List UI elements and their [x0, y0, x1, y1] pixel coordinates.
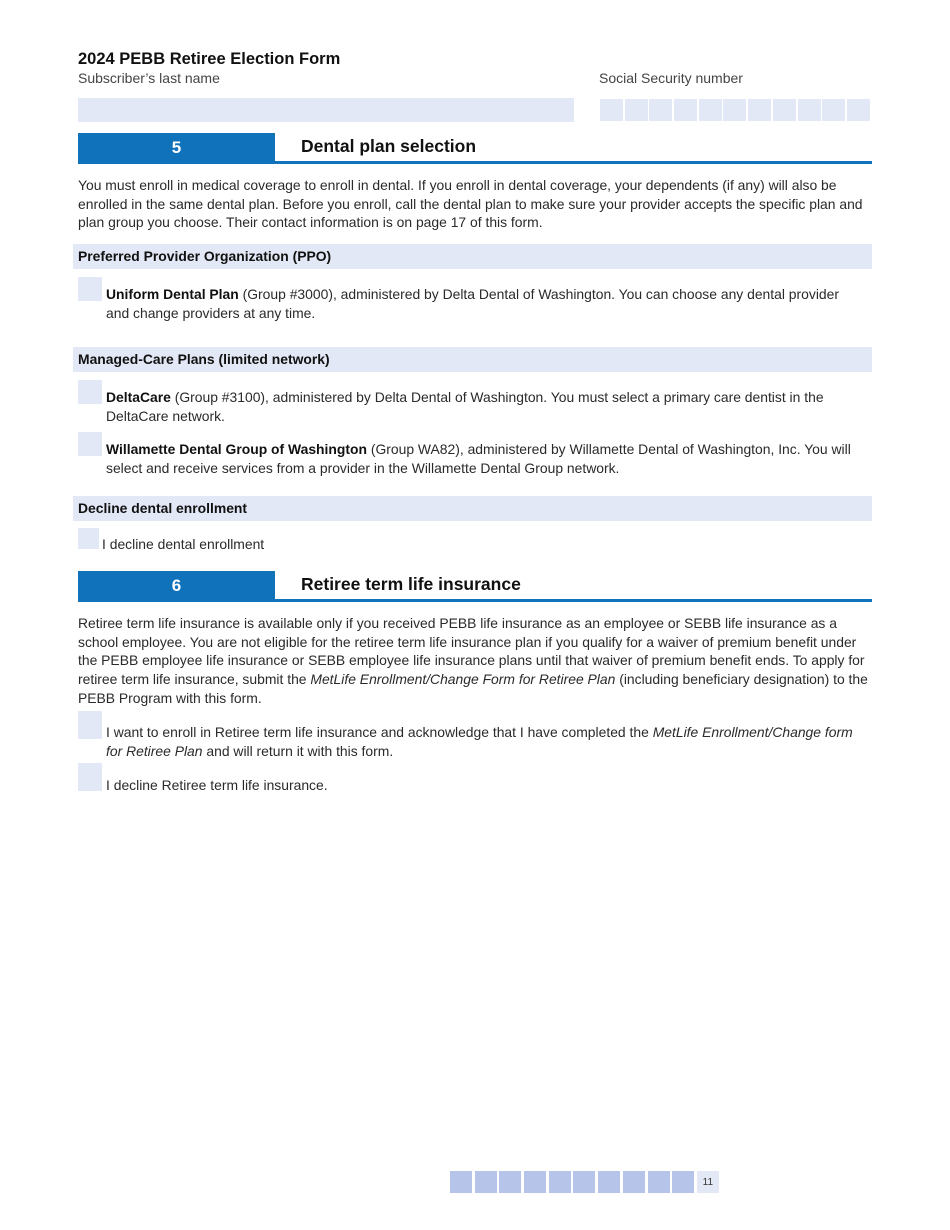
- footer-id-cell: [524, 1171, 546, 1193]
- ssn-digit-cell[interactable]: [649, 99, 672, 121]
- plan-description: (Group #3100), administered by Delta Dental of Washington. You must select a primary care dentist in the DeltaCare network.: [106, 389, 824, 424]
- footer-id-cell: [672, 1171, 694, 1193]
- ssn-digit-cell[interactable]: [600, 99, 623, 121]
- willamette-checkbox[interactable]: [78, 432, 102, 456]
- footer-id-cell: [598, 1171, 620, 1193]
- ssn-digit-cell[interactable]: [674, 99, 697, 121]
- ssn-digit-cell[interactable]: [748, 99, 771, 121]
- section-title: Retiree term life insurance: [301, 574, 521, 594]
- section-number: 6: [78, 571, 275, 600]
- plan-description: (Group WA82), administered by Willamette Dental of Washington, Inc. You will select and receive services from a provider in the Willamette Dental Group network.: [106, 441, 851, 476]
- intro-text: Retiree term life insurance is available only if you received PEBB life insurance as an employee or SEBB life insurance as a school employee. You are not eligible for the retiree term life insurance plan if you qualify for a waiver of premium benefit under the PEBB employee life insurance or SEBB employee life insurance plans until that waiver of premium benefit ends. To apply for retiree term life insurance, submit the: [78, 615, 865, 688]
- ppo-heading: Preferred Provider Organization (PPO): [73, 244, 872, 269]
- ssn-digit-cell[interactable]: [773, 99, 796, 121]
- willamette-option: [106, 440, 866, 477]
- intro-text: (including beneficiary designation) to the PEBB Program with this form.: [78, 671, 868, 706]
- section-divider: [78, 161, 872, 164]
- footer-id-cell: [648, 1171, 670, 1193]
- ssn-digit-cell[interactable]: [699, 99, 722, 121]
- enroll-life-option: [106, 723, 866, 760]
- form-name: MetLife Enrollment/Change form for Retiree Plan: [106, 724, 853, 759]
- section-number: 5: [78, 133, 275, 162]
- decline-dental-checkbox[interactable]: [78, 528, 99, 549]
- plan-name: Willamette Dental Group of Washington: [106, 441, 367, 457]
- section-5-header: [78, 133, 872, 164]
- life-insurance-intro-text: [78, 614, 868, 708]
- managed-care-heading: Managed-Care Plans (limited network): [73, 347, 872, 372]
- decline-life-checkbox[interactable]: [78, 763, 102, 791]
- page-number: 11: [697, 1171, 719, 1193]
- option-text: I want to enroll in Retiree term life insurance and acknowledge that I have completed the: [106, 724, 653, 740]
- footer-id-cell: [450, 1171, 472, 1193]
- plan-name: Uniform Dental Plan: [106, 286, 239, 302]
- section-6-header: [78, 571, 872, 602]
- ssn-digit-cell[interactable]: [723, 99, 746, 121]
- footer-id-cell: [475, 1171, 497, 1193]
- ssn-digit-cell[interactable]: [798, 99, 821, 121]
- option-text: and will return it with this form.: [202, 742, 394, 759]
- last-name-input[interactable]: [78, 98, 574, 122]
- section-title: Dental plan selection: [301, 136, 477, 156]
- decline-dental-label: I decline dental enrollment: [102, 536, 265, 552]
- last-name-label: Subscriber’s last name: [78, 70, 220, 86]
- plan-description: (Group #3000), administered by Delta Dental of Washington. You can choose any dental provider and change providers at any time.: [106, 286, 839, 321]
- decline-dental-heading: Decline dental enrollment: [73, 496, 872, 521]
- ssn-digit-cell[interactable]: [822, 99, 845, 121]
- dental-intro-text: You must enroll in medical coverage to enroll in dental. If you enroll in dental coverage, your dependents (if any) will also be enrolled in the same dental plan. Before you enroll, call the dental plan to make sure your provider accepts the specific plan and plan group you choose. Their contact information is on page 17 of this form.: [78, 177, 863, 231]
- uniform-dental-checkbox[interactable]: [78, 277, 102, 301]
- ssn-input[interactable]: [600, 99, 872, 121]
- section-divider: [78, 599, 872, 602]
- footer-id-cell: [499, 1171, 521, 1193]
- form-title: 2024 PEBB Retiree Election Form: [78, 50, 341, 68]
- footer-id-boxes: [450, 1171, 719, 1193]
- enroll-life-checkbox[interactable]: [78, 711, 102, 739]
- plan-name: DeltaCare: [106, 389, 171, 405]
- ssn-digit-cell[interactable]: [625, 99, 648, 121]
- uniform-dental-option: [106, 285, 866, 322]
- deltacare-option: [106, 388, 866, 425]
- form-name: MetLife Enrollment/Change Form for Retiree Plan: [310, 671, 616, 688]
- footer-id-cell: [573, 1171, 595, 1193]
- footer-id-cell: [623, 1171, 645, 1193]
- ssn-digit-cell[interactable]: [847, 99, 870, 121]
- ssn-label: Social Security number: [599, 70, 743, 86]
- decline-life-label: I decline Retiree term life insurance.: [106, 777, 328, 793]
- footer-id-cell: [549, 1171, 571, 1193]
- deltacare-checkbox[interactable]: [78, 380, 102, 404]
